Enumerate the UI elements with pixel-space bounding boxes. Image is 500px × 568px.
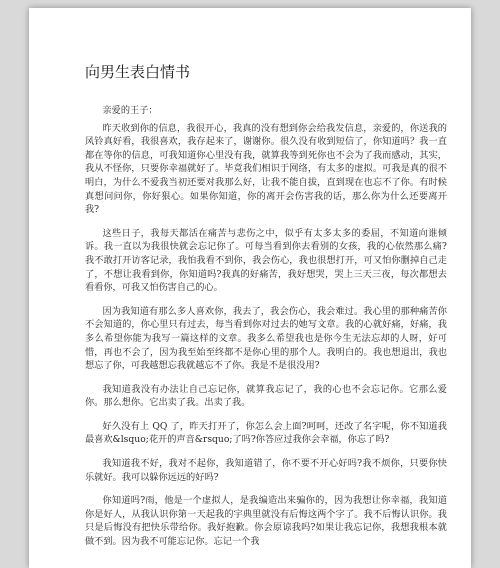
paragraph: 我知道我没有办法让自己忘记你，就算我忘记了，我的心也不会忘记你。它那么爱你。那么想你。它出卖了我。出卖了我。 [85, 383, 447, 409]
paragraph: 因为我知道有那么多人喜欢你，我去了，我会伤心，我会难过。我心里的那种痛苦你不会知道的，你心里只有过去，每当看到你对过去的她写文章。我的心就好痛，好痛，我多么希望你能为我写一篇这样的文章。我多么希望我也是你今生无法忘却的人呀，好可惜，再也不会了，因为我至始至终都不是你心里的那个人。我明白的。我也想退出，我也想忘了你，可我越想忘我就越忘不了你。我是不是很没用? [85, 305, 447, 372]
paragraph: 昨天收到你的信息，我很开心，我真的没有想到你会给我发信息，亲爱的，你送我的风铃真好看，我很喜欢，我存起来了，谢谢你。很久没有收到短信了，你知道吗？我一直都在等你的信息，可我知道你心里没有我，就算我等到死你也不会为了我而感动，其实，我从不怪你，只要你幸福就好了。毕竟我们相识于网络，有太多的虚拟。可我是真的很不明白，为什么不爱我当初还要对我那么好，让我不能自拔，直到现在也忘不了你。有时候真想问问你，你好狠心。如果你知道，你的离开会伤害我的话，那么你为什么还要离开我? [85, 122, 447, 216]
paragraph: 你知道吗?雨，他是一个虚拟人，是我编造出来骗你的，因为我想让你幸福，我知道你是好人，从我认识你第一天起我的宇典里就没有后悔这两个字了。我不后悔认识你。我只是后悔没有把快乐带给你。我好抱歉。你会原谅我吗?如果让我忘记你，我想我根本就做不到。因为我不可能忘记你。忘记一个我 [85, 495, 447, 548]
greeting: 亲爱的王子： [102, 105, 158, 116]
paragraph: 这些日子，我每天都活在痛苦与悲伤之中，似乎有太多太多的委屈，不知道向谁倾诉。我一直以为我很快就会忘记你了。可每当看到你去看别的女孩，我的心依然那么痛?我不敢打开访客记录，我怕我看不到你，我会伤心，我也很想打开，可又怕你删掉自己走了，不想让我看到你，你知道吗?我真的好痛苦，我好想哭，哭上三天三夜，每次都想去看看你，可我又怕伤害自己的心。 [85, 227, 447, 294]
letter-body [85, 104, 447, 559]
paragraph: 我知道我不好，我对不起你，我知道错了，你不要不开心好吗?我不烦你，只要你快乐就好。我可以躲你远远的好吗? [85, 458, 447, 483]
document-title: 向男生表白情书 [85, 63, 191, 81]
paragraph: 好久没有上 QQ 了，昨天打开了，你怎么会上面?呵呵，还改了名字呢，你不知道我最喜欢&lsquo;花开的声音&rsquo;了吗?你答应过我你会幸福，你忘了吗? [85, 420, 447, 446]
document-page [29, 8, 471, 568]
